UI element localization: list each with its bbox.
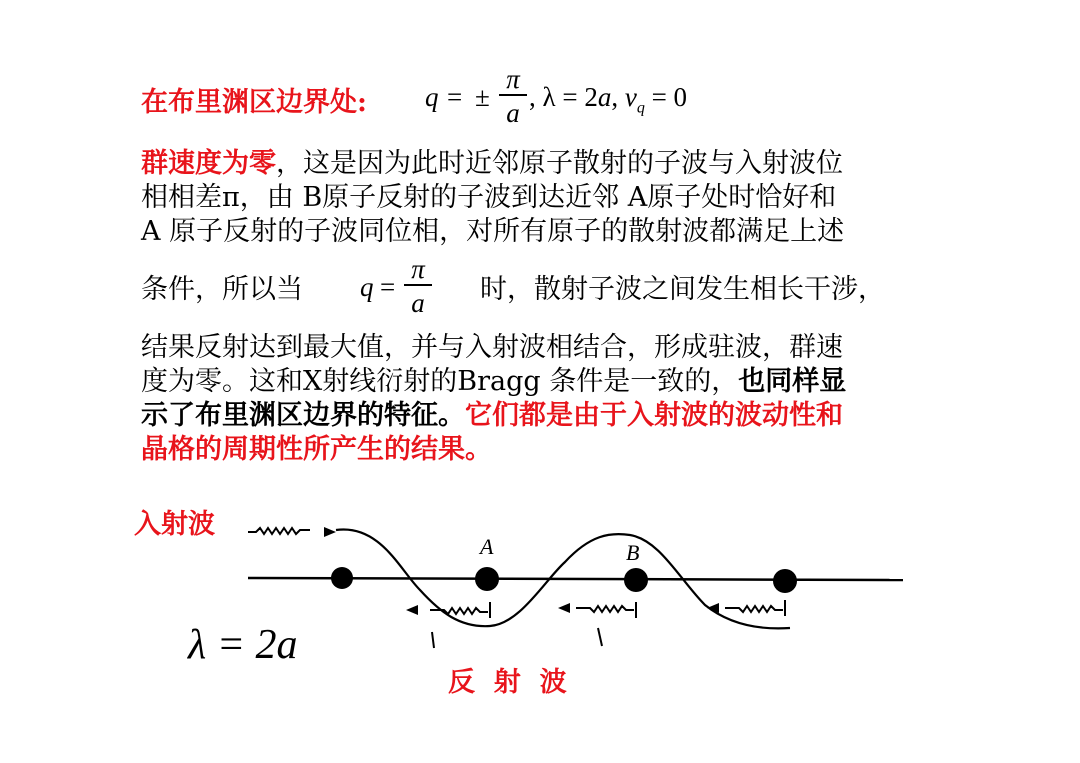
atom-b-label: B bbox=[626, 540, 640, 565]
tick-2 bbox=[598, 628, 602, 646]
formula1-pm: ± bbox=[475, 82, 490, 112]
para-line-6: 度为零。这和X射线衍射的Bragg 条件是一致的，也同样显 bbox=[141, 366, 847, 397]
lambda-formula: λ = 2a bbox=[188, 622, 298, 668]
atom-a-label: A bbox=[480, 534, 494, 559]
formula1-lambda: , λ = 2a, $v_q = 0$ bbox=[529, 82, 688, 117]
para-line-5: 结果反射达到最大值，并与入射波相结合，形成驻波，群速 bbox=[141, 332, 843, 363]
formula1-a: a bbox=[506, 97, 520, 128]
atom-4 bbox=[773, 569, 797, 593]
formula-q-pi-over-a: q = π a bbox=[360, 258, 450, 328]
formula1-eq: = bbox=[447, 82, 463, 112]
reflected-arrow-2 bbox=[558, 602, 636, 618]
para-line-4a: 条件，所以当 bbox=[141, 274, 303, 305]
formula1-q: q bbox=[425, 82, 439, 112]
reflected-wave-label: 反 射 波 bbox=[448, 667, 567, 698]
para-line-4b: 时，散射子波之间发生相长干涉， bbox=[480, 274, 885, 305]
incident-wave-arrow bbox=[248, 528, 310, 534]
atom-b bbox=[624, 568, 648, 592]
formula1-pi: π bbox=[506, 64, 520, 94]
para-line-1: 群速度为零，这是因为此时近邻原子散射的子波与入射波位 bbox=[141, 148, 843, 179]
tick-1 bbox=[432, 632, 434, 648]
para-line-7: 示了布里渊区边界的特征。它们都是由于入射波的波动性和 bbox=[141, 400, 843, 431]
atom-a bbox=[475, 567, 499, 591]
heading-label: 在布里渊区边界处 bbox=[141, 87, 357, 118]
heading-colon: : bbox=[357, 87, 367, 118]
incident-arrowhead bbox=[324, 527, 336, 537]
para-line-8: 晶格的周期性所产生的结果。 bbox=[141, 434, 492, 465]
incident-wave-label: 入射波 bbox=[134, 509, 215, 540]
para-line-3: A 原子反射的子波同位相，对所有原子的散射波都满足上述 bbox=[141, 216, 845, 247]
atom-1 bbox=[331, 567, 353, 589]
group-velocity-zero: 群速度为零 bbox=[141, 148, 276, 179]
para-line-2: 相相差π，由 B原子反射的子波到达近邻 A原子处时恰好和 bbox=[141, 182, 837, 213]
